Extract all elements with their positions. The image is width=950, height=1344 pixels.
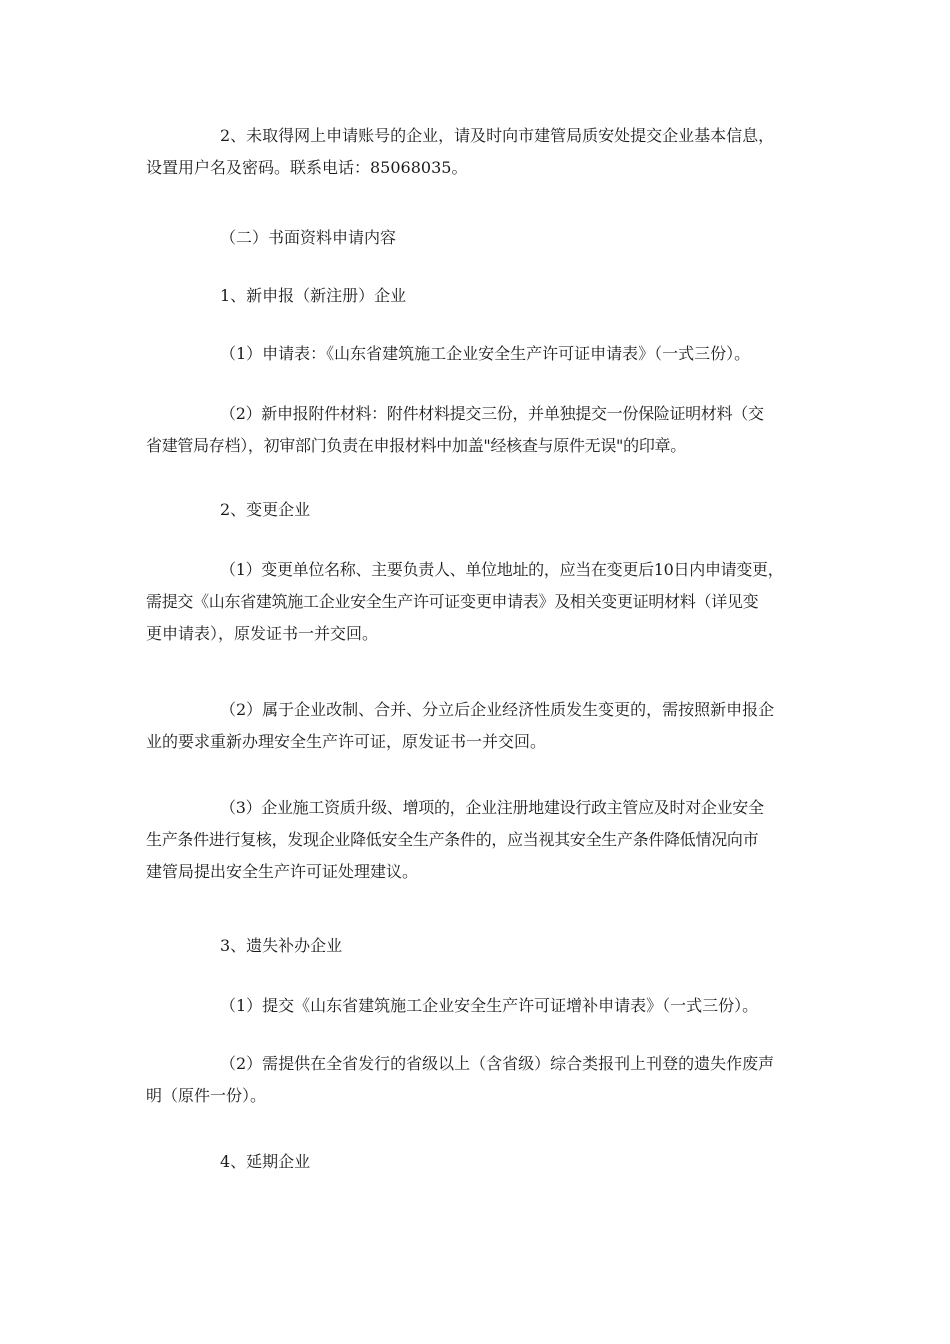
paragraph-line: （2）新申报附件材料：附件材料提交三份，并单独提交一份保险证明材料（交 xyxy=(220,404,764,423)
paragraph-line: 明（原件一份）。 xyxy=(146,1086,267,1105)
paragraph-line: （3）企业施工资质升级、增项的，企业注册地建设行政主管应及时对企业安全 xyxy=(220,798,764,817)
paragraph-line: 需提交《山东省建筑施工企业安全生产许可证变更申请表》及相关变更证明材料（详见变 xyxy=(146,592,759,611)
paragraph-line: 4、延期企业 xyxy=(220,1152,311,1171)
paragraph-line: 生产条件进行复核，发现企业降低安全生产条件的，应当视其安全生产条件降低情况向市 xyxy=(146,830,759,849)
paragraph-account-registration xyxy=(146,120,806,184)
subheading-extension-enterprise xyxy=(146,1146,806,1178)
paragraph-line: 建管局提出安全生产许可证处理建议。 xyxy=(146,862,419,881)
subheading-new-enterprise xyxy=(146,280,806,312)
subheading-change-enterprise xyxy=(146,494,806,526)
paragraph-line: （1）变更单位名称、主要负责人、单位地址的，应当在变更后10日内申请变更， xyxy=(220,560,784,579)
paragraph-line: 更申请表），原发证书一并交回。 xyxy=(146,624,379,643)
paragraph-line: 1、新申报（新注册）企业 xyxy=(220,286,407,305)
paragraph-line: （二）书面资料申请内容 xyxy=(220,228,397,247)
subheading-lost-reissue xyxy=(146,930,806,962)
paragraph-line: 设置用户名及密码。联系电话：85068035。 xyxy=(146,158,468,177)
paragraph-line: （2）需提供在全省发行的省级以上（含省级）综合类报刊上刊登的遗失作废声 xyxy=(220,1054,775,1073)
paragraph-application-form xyxy=(146,338,806,370)
paragraph-reissue-form xyxy=(146,990,806,1022)
paragraph-line: 业的要求重新办理安全生产许可证，原发证书一并交回。 xyxy=(146,732,547,751)
paragraph-line: （1）申请表：《山东省建筑施工企业安全生产许可证申请表》（一式三份）。 xyxy=(220,344,751,363)
paragraph-line: 2、未取得网上申请账号的企业，请及时向市建管局质安处提交企业基本信息， xyxy=(220,126,775,145)
paragraph-lost-notice xyxy=(146,1048,806,1112)
paragraph-line: 省建管局存档），初审部门负责在申报材料中加盖"经核查与原件无误"的印章。 xyxy=(146,436,686,455)
paragraph-attachment-materials xyxy=(146,398,806,462)
paragraph-line: （1）提交《山东省建筑施工企业安全生产许可证增补申请表》（一式三份）。 xyxy=(220,996,759,1015)
section-heading-written-materials xyxy=(146,222,806,254)
paragraph-line: 3、遗失补办企业 xyxy=(220,936,343,955)
paragraph-line: 2、变更企业 xyxy=(220,500,311,519)
paragraph-change-name-address xyxy=(146,554,806,650)
paragraph-restructure-change xyxy=(146,694,806,758)
paragraph-qualification-upgrade xyxy=(146,792,806,888)
paragraph-line: （2）属于企业改制、合并、分立后企业经济性质发生变更的，需按照新申报企 xyxy=(220,700,775,719)
